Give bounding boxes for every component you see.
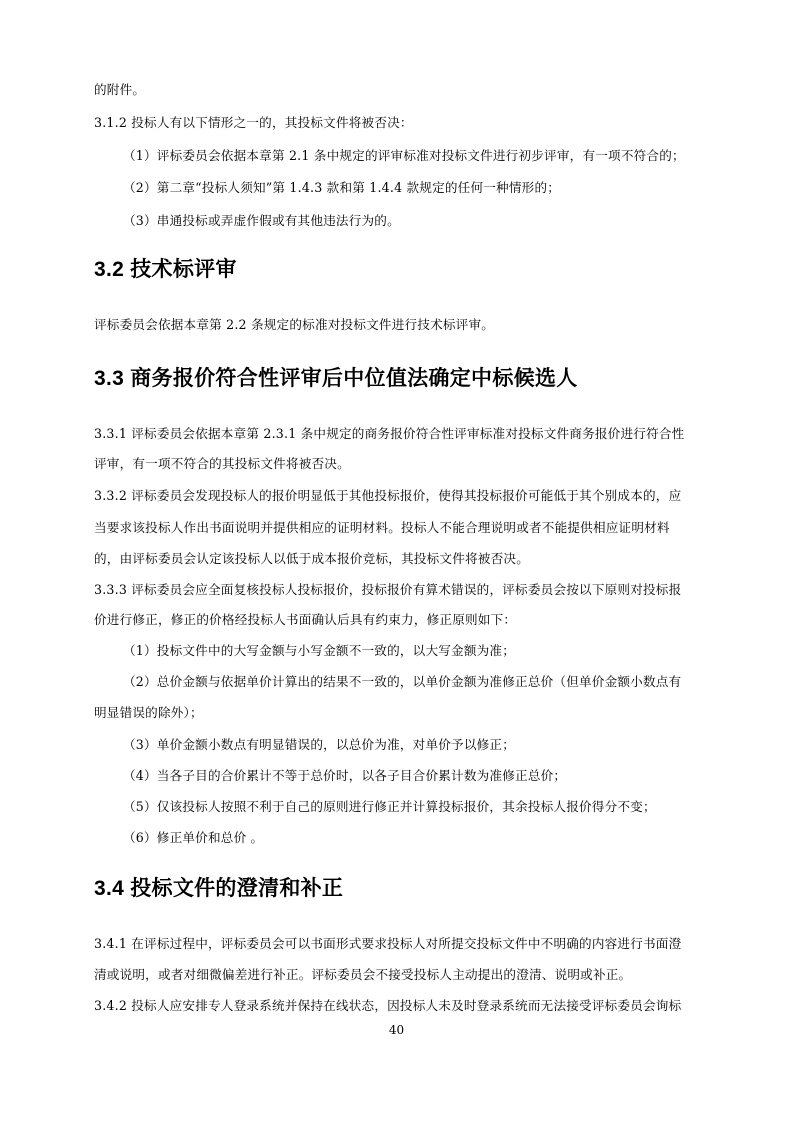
clause-3-4-1-line: 清或说明，或者对细微偏差进行补正。评标委员会不接受投标人主动提出的澄清、说明或补正。 <box>94 967 632 982</box>
list-item: （3）串通投标或弄虚作假或有其他违法行为的。 <box>123 213 400 228</box>
clause-3-4-2-line: 3.4.2 投标人应安排专人登录系统并保持在线状态，因投标人未及时登录系统而无法接受评标委员会询标 <box>94 998 682 1013</box>
section-heading-3-2: 3.2 技术标评审 <box>94 258 237 281</box>
list-item: （1）评标委员会依据本章第 2.1 条中规定的评审标准对投标文件进行初步评审，有一项不符合的； <box>123 148 685 163</box>
list-item: （5）仅该投标人按照不利于自己的原则进行修正并计算投标报价，其余投标人报价得分不变； <box>123 799 656 814</box>
list-item: （6）修正单价和总价 。 <box>123 830 264 845</box>
clause-3-3-3-line: 3.3.3 评标委员会应全面复核投标人投标报价，投标报价有算术错误的，评标委员会按以下原则对投标报 <box>94 582 682 597</box>
clause-3-3-2-line: 的，由评标委员会认定该投标人以低于成本报价竞标，其投标文件将被否决。 <box>94 551 529 566</box>
list-item: （2）总价金额与依据单价计算出的结果不一致的，以单价金额为准修正总价（但单价金额小数点有 <box>123 674 682 689</box>
list-item: （1）投标文件中的大写金额与小写金额不一致的，以大写金额为准； <box>123 643 516 658</box>
clause-3-3-1-line: 3.3.1 评标委员会依据本章第 2.3.1 条中规定的商务报价符合性评审标准对投标文件商务报价进行符合性 <box>94 426 685 441</box>
clause-3-3-3-line: 价进行修正，修正的价格经投标人书面确认后具有约束力，修正原则如下： <box>94 612 517 627</box>
paragraph: 评标委员会依据本章第 2.2 条规定的标准对投标文件进行技术标评审。 <box>94 317 495 332</box>
clause-3-3-2-line: 3.3.2 评标委员会发现投标人的报价明显低于其他投标报价，使得其投标报价可能低于其个别成本的，应 <box>94 488 682 503</box>
section-heading-3-4: 3.4 投标文件的澄清和补正 <box>94 877 344 900</box>
text-line: 的附件。 <box>94 82 146 97</box>
clause-3-3-2-line: 当要求该投标人作出书面说明并提供相应的证明材料。投标人不能合理说明或者不能提供相应证明材料 <box>94 520 670 535</box>
list-item: （2）第二章“投标人须知”第 1.4.3 款和第 1.4.4 款规定的任何一种情形的； <box>123 180 561 195</box>
clause-3-1-2: 3.1.2 投标人有以下情形之一的，其投标文件将被否决： <box>94 115 413 130</box>
clause-3-4-1-line: 3.4.1 在评标过程中，评标委员会可以书面形式要求投标人对所提交投标文件中不明确的内容进行书面澄 <box>94 936 682 951</box>
list-item: （4）当各子目的合价累计不等于总价时，以各子目合价累计数为准修正总价； <box>123 768 567 783</box>
clause-3-3-1-line: 评审，有一项不符合的其投标文件将被否决。 <box>94 456 350 471</box>
page-number: 40 <box>388 1023 405 1037</box>
section-heading-3-3: 3.3 商务报价符合性评审后中位值法确定中标候选人 <box>94 367 578 390</box>
list-item: （3）单价金额小数点有明显错误的，以总价为准，对单价予以修正； <box>123 737 516 752</box>
list-item-continuation: 明显错误的除外）； <box>94 705 203 720</box>
